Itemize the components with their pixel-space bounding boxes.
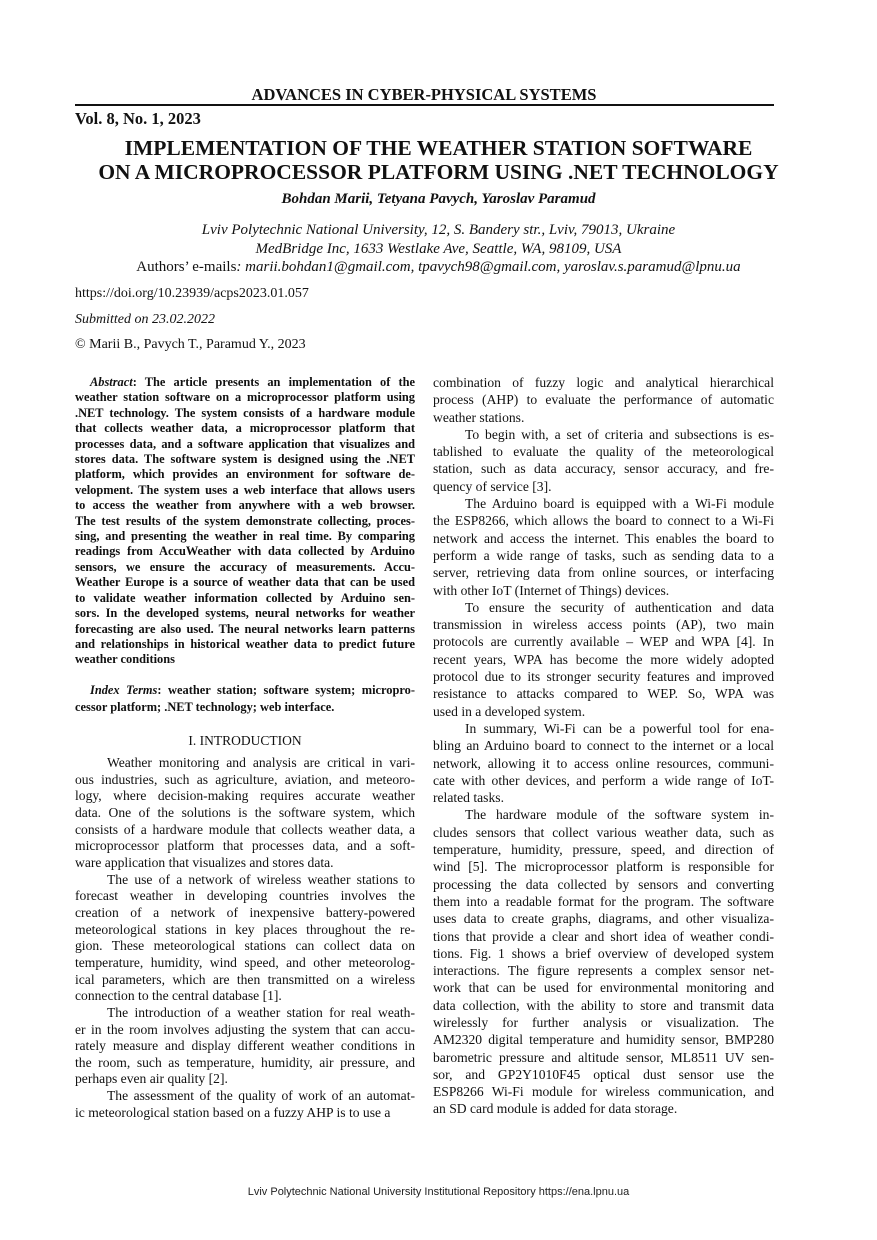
text-line	[433, 391, 774, 408]
title-line: IMPLEMENTATION OF THE WEATHER STATION SOFTWARE	[124, 136, 753, 160]
footer-repository: Lviv Polytechnic National University Institutional Repository https://ena.lpnu.ua	[247, 1186, 630, 1198]
line-text: recent years, WPA has become the more widely adopted	[433, 651, 774, 667]
text-line	[433, 997, 774, 1014]
text-line	[75, 872, 415, 889]
text-line	[433, 893, 774, 910]
line-text: creation of a network of inexpensive battery-powered	[75, 904, 415, 920]
doi-link[interactable]: https://doi.org/10.23939/acps2023.01.057	[75, 286, 309, 301]
line-text: microprocessor platform that processes data, and a soft-	[75, 838, 415, 854]
line-text: The introduction of a weather station for real weath-	[107, 1004, 415, 1020]
journal-name: ADVANCES IN CYBER-PHYSICAL SYSTEMS	[251, 85, 597, 104]
authors: Bohdan Marii, Tetyana Pavych, Yaroslav Paramud	[281, 191, 596, 207]
abstract	[75, 375, 415, 668]
paragraph	[433, 806, 774, 1117]
line-text: data collection, with the ability to store and transmit data	[433, 997, 774, 1013]
text-line	[433, 616, 774, 633]
paragraph	[433, 374, 774, 426]
paragraph	[433, 495, 774, 599]
line-text: ical parameters, which are then transmitted on a wireless	[75, 971, 415, 987]
volume-info: Vol. 8, No. 1, 2023	[75, 109, 201, 128]
line-text: uses data to create graphs, diagrams, and other visualiza-	[433, 911, 774, 927]
paragraph-label: Abstract	[90, 375, 133, 389]
text-line	[75, 972, 415, 989]
text-line	[75, 622, 415, 637]
paragraph	[75, 1088, 415, 1121]
line-text: server, retrieving data from online sources, or interfacing	[433, 565, 774, 581]
text-line	[75, 938, 415, 955]
line-text: resistance to attacks compared to WEP. So, WPA was	[433, 686, 774, 702]
line-text: ic meteorological station based on a fuzzy AHP is to use a	[75, 1104, 391, 1120]
line-text: tions. Fig. 1 shows a brief overview of developed system	[433, 945, 774, 961]
paragraph	[75, 1005, 415, 1088]
text-line	[75, 855, 415, 872]
text-line	[433, 460, 774, 477]
line-text: ware application that visualizes and stores data.	[75, 854, 334, 870]
text-line	[75, 375, 415, 390]
line-text: perform a wide range of tasks, such as sending data to a	[433, 547, 774, 563]
line-text: work that can be used for environmental monitoring and	[433, 980, 774, 996]
line-text: The hardware module of the software system in-	[465, 807, 774, 823]
line-text: related tasks.	[433, 790, 504, 806]
line-text: interactions. The figure represents a complex sensor net-	[433, 963, 774, 979]
line-text: The test results of the system demonstrate collecting, proces-	[75, 513, 415, 528]
right-column-text	[433, 374, 774, 1118]
text-line	[75, 560, 415, 575]
line-text: wind [5]. The microprocessor platform is responsible for	[433, 859, 774, 875]
line-text: : weather station; software system; micropro-	[157, 683, 415, 697]
line-text: To ensure the security of authentication and data	[465, 599, 774, 615]
paragraph	[75, 872, 415, 1005]
text-line	[75, 1005, 415, 1022]
line-text: processes data, and a software application that visualizes and	[75, 436, 415, 451]
paragraph	[75, 682, 415, 716]
text-line	[433, 841, 774, 858]
paragraph	[433, 720, 774, 806]
text-line	[75, 682, 415, 699]
text-line	[433, 789, 774, 806]
line-text: process (AHP) to evaluate the performance of automatic	[433, 392, 774, 408]
line-text: processing the data collected by sensors and converting	[433, 876, 774, 892]
text-line	[433, 530, 774, 547]
affiliations	[0, 221, 877, 259]
line-text: to access the weather from anywhere with a web browser.	[75, 498, 415, 513]
text-line	[75, 699, 415, 716]
text-line	[433, 1014, 774, 1031]
text-line	[433, 651, 774, 668]
text-line	[433, 426, 774, 443]
line-text: meteorological stations in key places throughout the re-	[75, 921, 415, 937]
line-text: wirelessly for further analysis or visualization. The	[433, 1014, 774, 1030]
line-text: gion. These meteorological stations can collect data on	[75, 938, 415, 954]
text-line	[433, 443, 774, 460]
text-line	[433, 910, 774, 927]
paragraph	[433, 426, 774, 495]
text-line	[75, 755, 415, 772]
line-text: sing, and presenting the weather in real time. By comparing	[75, 529, 415, 544]
line-text: forecasting are also used. The neural networks learn patterns	[75, 621, 415, 636]
text-line	[75, 822, 415, 839]
text-line	[433, 512, 774, 529]
line-text: AM2320 digital temperature and humidity sensor, BMP280	[433, 1032, 774, 1048]
line-text: tions that provide a clear and short idea of weather condi-	[433, 928, 774, 944]
line-text: ous industries, such as agriculture, aviation, and meteoro-	[75, 771, 415, 787]
line-text: Weather monitoring and analysis are critical in vari-	[107, 755, 415, 770]
text-line	[75, 1105, 415, 1122]
line-text: network and access the internet. This enables the board to	[433, 530, 774, 546]
line-text: an SD card module is added for data storage.	[433, 1101, 678, 1117]
line-text: weather station software on a microprocessor platform using	[75, 390, 415, 405]
line-text: combination of fuzzy logic and analytical hierarchical	[433, 375, 774, 390]
text-line	[433, 928, 774, 945]
line-text: bling an Arduino board to connect to the internet or a local	[433, 738, 774, 754]
line-text: protocols are currently available – WEP and WPA [4]. In	[433, 634, 774, 650]
text-line	[433, 858, 774, 875]
text-line	[433, 599, 774, 616]
line-text: er in the room involves adjusting the system that can accu-	[75, 1021, 415, 1037]
line-text: sor, and GP2Y1010F45 optical dust sensor use the	[433, 1066, 774, 1082]
paper-title	[0, 137, 877, 184]
line-text: stores data. The software system is designed using the .NET	[75, 452, 415, 467]
line-text: data. One of the solutions is the software system, which	[75, 804, 415, 820]
text-line	[75, 1038, 415, 1055]
line-text: The use of a network of wireless weather stations to	[107, 871, 415, 887]
text-line	[75, 606, 415, 621]
line-text: Weather Europe is a source of weather data that can be used	[75, 575, 415, 590]
introduction-text	[75, 755, 415, 1121]
text-line	[433, 633, 774, 650]
text-line	[433, 582, 774, 599]
text-line	[75, 406, 415, 421]
line-text: The Arduino board is equipped with a Wi-Fi module	[465, 496, 774, 512]
text-line	[75, 467, 415, 482]
text-line	[75, 637, 415, 652]
paragraph	[75, 755, 415, 872]
text-line	[75, 514, 415, 529]
text-line	[75, 452, 415, 467]
text-line	[75, 575, 415, 590]
line-text: to validate weather information collected by Arduino sen-	[75, 590, 415, 605]
text-line	[433, 962, 774, 979]
text-line	[75, 390, 415, 405]
text-line	[433, 495, 774, 512]
text-line	[75, 498, 415, 513]
line-text: cate with other devices, and perform a wide range of IoT-	[433, 772, 774, 788]
text-line	[433, 945, 774, 962]
line-text: temperature, humidity, wind speed, and other meteorolog-	[75, 954, 415, 970]
line-text: the room, such as temperature, humidity, air pressure, and	[75, 1054, 415, 1070]
paragraph	[433, 599, 774, 720]
text-line	[433, 720, 774, 737]
text-line	[75, 591, 415, 606]
text-line	[75, 483, 415, 498]
line-text: sensors, we ensure the accuracy of measurements. Accu-	[75, 559, 415, 574]
text-line	[75, 437, 415, 452]
text-line	[75, 888, 415, 905]
text-line	[75, 1088, 415, 1105]
affiliation: Lviv Polytechnic National University, 12, S. Bandery str., Lviv, 79013, Ukraine	[201, 222, 676, 238]
section-heading: I. INTRODUCTION	[188, 733, 302, 748]
line-text: and relationships in historical weather data to predict future	[75, 636, 415, 651]
text-line	[433, 1066, 774, 1083]
paragraph-label: Index Terms	[90, 683, 158, 697]
text-line	[433, 1049, 774, 1066]
line-text: transmission in wireless access points (AP), two main	[433, 617, 774, 633]
line-text: with other IoT (Internet of Things) devices.	[433, 582, 670, 598]
text-line	[75, 421, 415, 436]
text-line	[433, 685, 774, 702]
line-text: ESP8266 Wi-Fi module for wireless communication, and	[433, 1084, 774, 1100]
affiliation: MedBridge Inc, 1633 Westlake Ave, Seattle, WA, 98109, USA	[255, 241, 622, 257]
text-line	[433, 1100, 774, 1117]
line-text: .NET technology. The system consists of a hardware module	[75, 405, 415, 420]
text-line	[75, 1022, 415, 1039]
text-line	[75, 652, 415, 667]
title-line: ON A MICROPROCESSOR PLATFORM USING .NET TECHNOLOGY	[98, 159, 779, 184]
text-line	[433, 374, 774, 391]
index-terms	[75, 682, 415, 716]
text-line	[75, 772, 415, 789]
emails-list[interactable]: : marii.bohdan1@gmail.com, tpavych98@gmail.com, yaroslav.s.paramud@lpnu.ua	[236, 259, 741, 275]
text-line	[433, 409, 774, 426]
paragraph	[75, 375, 415, 668]
text-line	[433, 806, 774, 823]
text-line	[75, 788, 415, 805]
copyright: © Marii B., Pavych T., Paramud Y., 2023	[75, 337, 306, 352]
line-text: them into a readable format for the program. The software	[433, 893, 774, 909]
line-text: temperature, humidity, pressure, speed, and direction of	[433, 842, 774, 858]
text-line	[433, 755, 774, 772]
line-text: cessor platform; .NET technology; web interface.	[75, 700, 335, 714]
line-text: consists of a hardware module that collects weather data, a	[75, 821, 415, 837]
text-line	[433, 772, 774, 789]
text-line	[75, 922, 415, 939]
submitted-date: Submitted on 23.02.2022	[75, 312, 215, 327]
line-text: weather stations.	[433, 409, 525, 425]
text-line	[433, 668, 774, 685]
line-text: platform, which provides an environment for software de-	[75, 467, 415, 482]
text-line	[75, 1071, 415, 1088]
line-text: To begin with, a set of criteria and subsections is es-	[465, 426, 774, 442]
line-text: barometric pressure and altitude sensor, ML8511 UV sen-	[433, 1049, 774, 1065]
line-text: station, such as data accuracy, sensor accuracy, and fre-	[433, 461, 774, 477]
line-text: logy, where decision-making requires accurate weather	[75, 788, 415, 804]
text-line	[433, 1083, 774, 1100]
line-text: velopment. The system uses a web interface that allows users	[75, 482, 415, 497]
text-line	[75, 529, 415, 544]
line-text: readings from AccuWeather with data collected by Arduino	[75, 544, 415, 559]
author-emails	[0, 259, 877, 276]
line-text: connection to the central database [1].	[75, 988, 282, 1004]
line-text: quency of service [3].	[433, 478, 552, 494]
text-line	[433, 876, 774, 893]
line-text: : The article presents an implementation of the	[132, 375, 415, 389]
line-text: tablished to evaluate the quality of the meteorological	[433, 444, 774, 460]
text-line	[433, 703, 774, 720]
text-line	[433, 824, 774, 841]
text-line	[75, 1055, 415, 1072]
text-line	[75, 955, 415, 972]
text-line	[75, 988, 415, 1005]
line-text: perhaps even air quality [2].	[75, 1071, 228, 1087]
line-text: forecast weather in developing countries involves the	[75, 888, 415, 904]
text-line	[75, 838, 415, 855]
line-text: In summary, Wi-Fi can be a powerful tool for ena-	[465, 720, 774, 736]
line-text: sors. In the developed systems, neural networks for weather	[75, 606, 415, 621]
text-line	[75, 905, 415, 922]
text-line	[433, 478, 774, 495]
text-line	[75, 805, 415, 822]
line-text: that collects weather data, a microprocessor platform that	[75, 421, 415, 436]
header-rule	[75, 104, 774, 106]
line-text: cludes sensors that collect various weather data, such as	[433, 824, 774, 840]
text-line	[75, 544, 415, 559]
text-line	[433, 564, 774, 581]
emails-label: Authors’ e-mails	[136, 259, 237, 275]
line-text: protocol due to its stronger security features and improved	[433, 669, 774, 685]
line-text: The assessment of the quality of work of an automat-	[107, 1088, 415, 1104]
text-line	[433, 737, 774, 754]
text-line	[433, 979, 774, 996]
line-text: network, allowing it to access online resources, communi-	[433, 755, 774, 771]
line-text: weather conditions	[75, 652, 175, 667]
line-text: rately measure and display different weather conditions in	[75, 1038, 415, 1054]
text-line	[433, 1031, 774, 1048]
line-text: the ESP8266, which allows the board to connect to a Wi-Fi	[433, 513, 774, 529]
text-line	[433, 547, 774, 564]
line-text: used in a developed system.	[433, 703, 586, 719]
